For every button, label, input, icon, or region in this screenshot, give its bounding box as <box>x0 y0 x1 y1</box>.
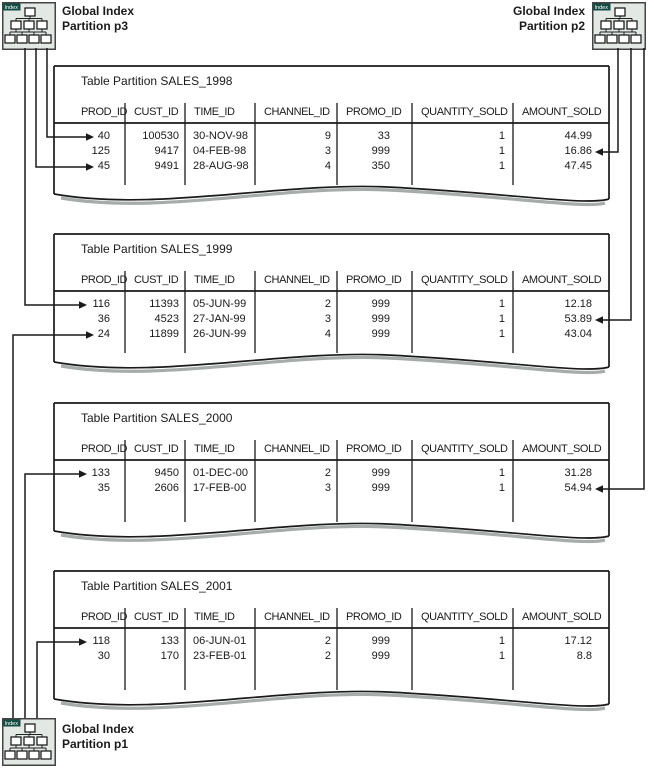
cell: 1 <box>498 467 505 479</box>
cell: 2 <box>324 635 331 647</box>
cell: 8.8 <box>576 650 592 662</box>
cell: 53.89 <box>564 313 592 325</box>
cell: 999 <box>371 313 390 325</box>
column-header: TIME_ID <box>194 274 235 286</box>
cell: 133 <box>91 467 110 479</box>
column-header: AMOUNT_SOLD <box>522 274 602 286</box>
cell: 1 <box>498 650 505 662</box>
table-row <box>53 466 610 481</box>
column-header: TIME_ID <box>194 443 235 455</box>
cell: 118 <box>92 635 110 647</box>
index-tree-icon-p2 <box>592 2 646 50</box>
column-header: PROD_ID <box>81 274 128 286</box>
cell: 1 <box>498 635 505 647</box>
column-header: PROD_ID <box>81 443 128 455</box>
column-header: PROD_ID <box>81 611 128 623</box>
partition-title: Table Partition SALES_2000 <box>81 411 233 425</box>
table-row <box>53 159 610 174</box>
column-header: CHANNEL_ID <box>264 274 330 286</box>
column-header: CHANNEL_ID <box>264 611 330 623</box>
partition-rows <box>53 297 610 342</box>
cell: 27-JAN-99 <box>193 313 246 325</box>
table-row <box>53 129 610 144</box>
cell: 9417 <box>154 145 179 157</box>
column-headers <box>53 105 610 120</box>
cell: 350 <box>371 160 390 172</box>
cell: 3 <box>324 313 331 325</box>
cell: 9 <box>324 130 331 142</box>
cell: 1 <box>498 145 505 157</box>
table-row <box>53 297 610 312</box>
cell: 12.18 <box>564 298 592 310</box>
column-header: QUANTITY_SOLD <box>421 611 508 623</box>
column-header: PROD_ID <box>81 106 128 118</box>
cell: 4 <box>324 328 331 340</box>
cell: 9450 <box>154 467 179 479</box>
cell: 30 <box>97 650 110 662</box>
cell: 1 <box>498 328 505 340</box>
column-header: QUANTITY_SOLD <box>421 443 508 455</box>
cell: 33 <box>377 130 390 142</box>
cell: 28-AUG-98 <box>193 160 249 172</box>
partition-rows <box>53 129 610 174</box>
cell: 4523 <box>154 313 179 325</box>
cell: 133 <box>160 635 179 647</box>
column-header: AMOUNT_SOLD <box>522 443 602 455</box>
column-headers <box>53 610 610 625</box>
cell: 999 <box>371 650 390 662</box>
cell: 999 <box>371 467 390 479</box>
cell: 47.45 <box>564 160 592 172</box>
column-header: QUANTITY_SOLD <box>421 106 508 118</box>
cell: 45 <box>97 160 110 172</box>
label-line: Partition p2 <box>518 19 585 33</box>
cell: 999 <box>371 482 390 494</box>
column-header: CUST_ID <box>134 274 179 286</box>
cell: 26-JUN-99 <box>193 328 247 340</box>
cell: 100530 <box>142 130 179 142</box>
column-header: PROMO_ID <box>346 274 402 286</box>
column-header: CUST_ID <box>134 611 179 623</box>
cell: 35 <box>97 482 110 494</box>
cell: 30-NOV-98 <box>193 130 249 142</box>
table-row <box>53 327 610 342</box>
column-header: CHANNEL_ID <box>264 443 330 455</box>
cell: 3 <box>324 145 331 157</box>
cell: 2 <box>324 298 331 310</box>
cell: 23-FEB-01 <box>193 650 247 662</box>
cell: 16.86 <box>564 145 592 157</box>
cell: 999 <box>371 298 390 310</box>
cell: 4 <box>324 160 331 172</box>
cell: 1 <box>498 313 505 325</box>
table-row <box>53 649 610 664</box>
cell: 05-JUN-99 <box>193 298 247 310</box>
label-global-index-p2 <box>420 4 585 34</box>
column-header: PROMO_ID <box>346 106 402 118</box>
column-header: CHANNEL_ID <box>264 106 330 118</box>
table-row <box>53 634 610 649</box>
column-header: PROMO_ID <box>346 443 402 455</box>
cell: 44.99 <box>564 130 592 142</box>
cell: 01-DEC-00 <box>193 467 249 479</box>
column-header: AMOUNT_SOLD <box>522 106 602 118</box>
cell: 2 <box>324 467 331 479</box>
partition-sales-2000 <box>53 402 610 550</box>
partition-sales-2001 <box>53 570 610 718</box>
cell: 1 <box>498 298 505 310</box>
index-tree-icon-p1 <box>2 718 56 766</box>
index-icon-label: Index <box>4 5 18 11</box>
column-headers <box>53 273 610 288</box>
column-header: TIME_ID <box>194 106 235 118</box>
cell: 40 <box>97 130 110 142</box>
cell: 1 <box>498 160 505 172</box>
label-line: Partition p1 <box>62 737 129 751</box>
cell: 36 <box>97 313 110 325</box>
cell: 999 <box>371 635 390 647</box>
cell: 116 <box>92 298 110 310</box>
cell: 04-FEB-98 <box>193 145 247 157</box>
partition-title: Table Partition SALES_1999 <box>81 242 233 256</box>
partition-rows <box>53 634 610 664</box>
column-header: CUST_ID <box>134 106 179 118</box>
column-headers <box>53 442 610 457</box>
index-icon-label: Index <box>594 5 608 11</box>
table-row <box>53 481 610 496</box>
index-icon-label: Index <box>4 721 18 727</box>
cell: 3 <box>324 482 331 494</box>
cell: 999 <box>371 145 390 157</box>
partition-sales-1998 <box>53 65 610 213</box>
label-global-index-p3 <box>62 4 134 34</box>
cell: 9491 <box>154 160 179 172</box>
partition-sales-1999 <box>53 233 610 381</box>
cell: 54.94 <box>564 482 592 494</box>
label-line: Partition p3 <box>62 19 129 33</box>
cell: 170 <box>160 650 179 662</box>
cell: 999 <box>371 328 390 340</box>
label-global-index-p1 <box>62 722 134 752</box>
column-header: QUANTITY_SOLD <box>421 274 508 286</box>
partition-title: Table Partition SALES_2001 <box>81 579 233 593</box>
cell: 11899 <box>149 328 179 340</box>
cell: 2 <box>324 650 331 662</box>
column-header: AMOUNT_SOLD <box>522 611 602 623</box>
cell: 11393 <box>149 298 179 310</box>
partition-title: Table Partition SALES_1998 <box>81 74 233 88</box>
label-line: Global Index <box>62 4 135 18</box>
index-tree-icon-p3 <box>2 2 56 50</box>
cell: 31.28 <box>564 467 592 479</box>
cell: 24 <box>97 328 110 340</box>
partition-rows <box>53 466 610 496</box>
column-header: PROMO_ID <box>346 611 402 623</box>
column-header: CUST_ID <box>134 443 179 455</box>
cell: 06-JUN-01 <box>193 635 247 647</box>
cell: 43.04 <box>564 328 592 340</box>
table-row <box>53 144 610 159</box>
cell: 17-FEB-00 <box>193 482 247 494</box>
cell: 125 <box>91 145 110 157</box>
cell: 17.12 <box>564 635 592 647</box>
label-line: Global Index <box>512 4 585 18</box>
label-line: Global Index <box>62 722 135 736</box>
cell: 2606 <box>154 482 179 494</box>
cell: 1 <box>498 482 505 494</box>
table-row <box>53 312 610 327</box>
column-header: TIME_ID <box>194 611 235 623</box>
cell: 1 <box>498 130 505 142</box>
